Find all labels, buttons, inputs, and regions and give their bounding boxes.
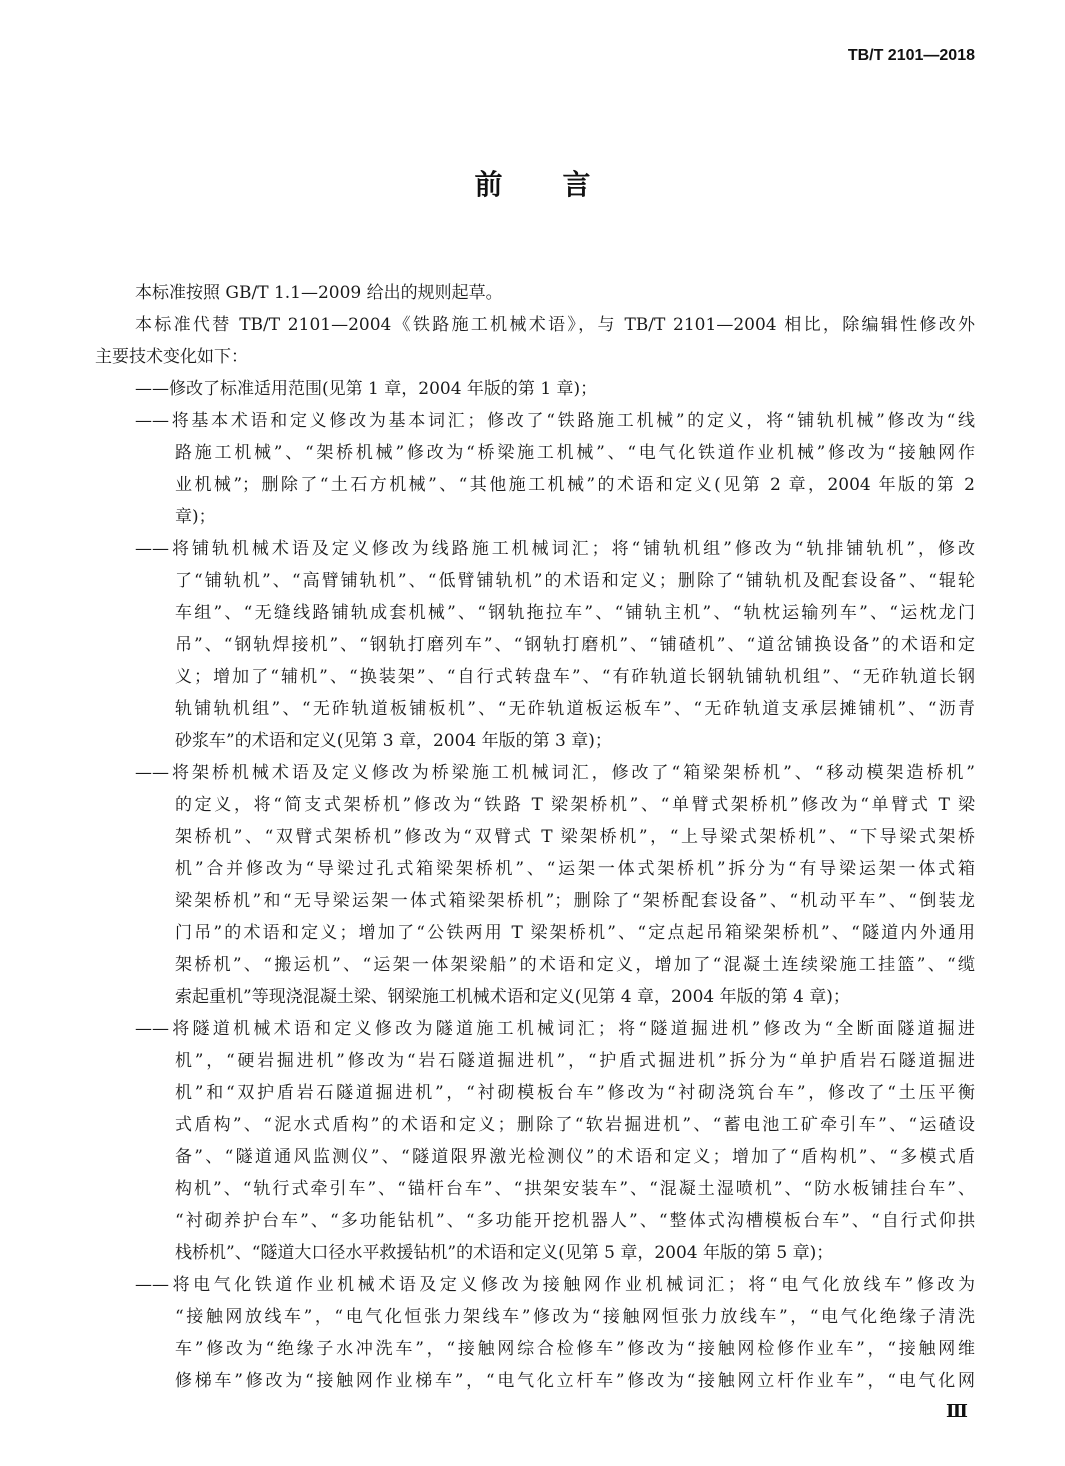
text-line: ——将基本术语和定义修改为基本词汇；修改了“铁路施工机械”的定义，将“铺轨机械”修改为“线 <box>135 411 975 431</box>
text-line: 栈桥机”、“隧道大口径水平救援钻机”的术语和定义(见第 5 章，2004 年版的第 5 章)； <box>175 1243 834 1263</box>
text-line: 了“铺轨机”、“高臂铺轨机”、“低臂铺轨机”的术语和定义；删除了“铺轨机及配套设备”、“辊轮 <box>175 571 975 591</box>
text-line: 门吊”的术语和定义；增加了“公铁两用 T 梁架桥机”、“定点起吊箱梁架桥机”、“隧道内外通用 <box>175 923 975 943</box>
text-line: 架桥机”、“双臂式架桥机”修改为“双臂式 T 梁架桥机”，“上导梁式架桥机”、“下导梁式架桥 <box>175 827 975 847</box>
foreword-body <box>95 277 975 1397</box>
text-line: 义；增加了“辅机”、“换装架”、“自行式转盘车”、“有砟轨道长钢轨铺轨机组”、“无砟轨道长钢 <box>175 667 975 687</box>
text-line: 机”和“双护盾岩石隧道掘进机”，“衬砌模板台车”修改为“衬砌浇筑台车”，修改了“土压平衡 <box>175 1083 975 1103</box>
text-line: 轨铺轨机组”、“无砟轨道板铺板机”、“无砟轨道板运板车”、“无砟轨道支承层摊铺机”、“沥青 <box>175 699 975 719</box>
document-code: TB/T 2101—2018 <box>847 47 975 64</box>
text-line: 章)； <box>175 507 216 527</box>
replacement-paragraph <box>95 309 975 373</box>
change-item-scope <box>95 373 975 405</box>
text-line: 机”合并修改为“导梁过孔式箱梁架桥机”、“运架一体式架桥机”拆分为“有导梁运架一体式箱 <box>175 859 975 879</box>
page-title: 前言 <box>474 168 651 201</box>
text-line: 索起重机”等现浇混凝土梁、钢梁施工机械术语和定义(见第 4 章，2004 年版的第 4 章)； <box>175 987 850 1007</box>
text-line: 架桥机”、“搬运机”、“运架一体架梁船”的术语和定义，增加了“混凝土连续梁施工挂篮”、“缆 <box>175 955 975 975</box>
text-line: “衬砌养护台车”、“多功能钻机”、“多功能开挖机器人”、“整体式沟槽模板台车”、“自行式仰拱 <box>175 1211 975 1231</box>
change-item-basic-vocabulary <box>95 405 975 533</box>
text-line: 吊”、“钢轨焊接机”、“钢轨打磨列车”、“钢轨打磨机”、“铺碴机”、“道岔铺换设备”的术语和定 <box>175 635 975 655</box>
text-line: ——将隧道机械术语和定义修改为隧道施工机械词汇；将“隧道掘进机”修改为“全断面隧道掘进 <box>135 1019 975 1039</box>
text-line: 的定义，将“简支式架桥机”修改为“铁路 T 梁架桥机”、“单臂式架桥机”修改为“单臂式 T 梁 <box>175 795 975 815</box>
change-item-bridge-machinery <box>95 757 975 1013</box>
text-line: 式盾构”、“泥水式盾构”的术语和定义；删除了“软岩掘进机”、“蓄电池工矿牵引车”、“运碴设 <box>175 1115 975 1135</box>
text-line: ——修改了标准适用范围(见第 1 章，2004 年版的第 1 章)； <box>135 379 598 399</box>
text-line: “接触网放线车”，“电气化恒张力架线车”修改为“接触网恒张力放线车”，“电气化绝缘子清洗 <box>175 1307 975 1327</box>
text-line: 本标准按照 GB/T 1.1—2009 给出的规则起草。 <box>135 283 503 303</box>
text-line: 构机”、“轨行式牵引车”、“锚杆台车”、“拱架安装车”、“混凝土湿喷机”、“防水板铺挂台车”、 <box>175 1179 975 1199</box>
text-line: 砂浆车”的术语和定义(见第 3 章，2004 年版的第 3 章)； <box>175 731 612 751</box>
text-line: 备”、“隧道通风监测仪”、“隧道限界激光检测仪”的术语和定义；增加了“盾构机”、“多模式盾 <box>175 1147 975 1167</box>
text-line: ——将铺轨机械术语及定义修改为线路施工机械词汇；将“铺轨机组”修改为“轨排铺轨机”，修改 <box>135 539 975 559</box>
drafting-rule-paragraph <box>95 277 975 309</box>
text-line: 车”修改为“绝缘子水冲洗车”，“接触网综合检修车”修改为“接触网检修作业车”，“接触网维 <box>175 1339 975 1359</box>
text-line: 路施工机械”、“架桥机械”修改为“桥梁施工机械”、“电气化铁道作业机械”修改为“接触网作 <box>175 443 975 463</box>
text-line: ——将电气化铁道作业机械术语及定义修改为接触网作业机械词汇；将“电气化放线车”修改为 <box>135 1275 975 1295</box>
text-line: 机”，“硬岩掘进机”修改为“岩石隧道掘进机”，“护盾式掘进机”拆分为“单护盾岩石隧道掘进 <box>175 1051 975 1071</box>
text-line: ——将架桥机械术语及定义修改为桥梁施工机械词汇，修改了“箱梁架桥机”、“移动模架造桥机” <box>135 763 975 783</box>
text-line: 车组”、“无缝线路铺轨成套机械”、“钢轨拖拉车”、“铺轨主机”、“轨枕运输列车”、“运枕龙门 <box>175 603 975 623</box>
text-line: 修梯车”修改为“接触网作业梯车”，“电气化立杆车”修改为“接触网立杆作业车”，“电气化网 <box>175 1371 975 1391</box>
text-line: 业机械”；删除了“土石方机械”、“其他施工机械”的术语和定义(见第 2 章，2004 年版的第 2 <box>175 475 975 495</box>
text-line: 梁架桥机”和“无导梁运架一体式箱梁架桥机”；删除了“架桥配套设备”、“机动平车”、“倒装龙 <box>175 891 975 911</box>
page-number: Ⅲ <box>946 1401 968 1422</box>
change-item-catenary-machinery <box>95 1269 975 1397</box>
text-line: 主要技术变化如下： <box>95 347 248 367</box>
change-item-tunnel-machinery <box>95 1013 975 1269</box>
change-item-track-machinery <box>95 533 975 757</box>
text-line: 本标准代替 TB/T 2101—2004《铁路施工机械术语》，与 TB/T 2101—2004 相比，除编辑性修改外 <box>135 315 975 335</box>
